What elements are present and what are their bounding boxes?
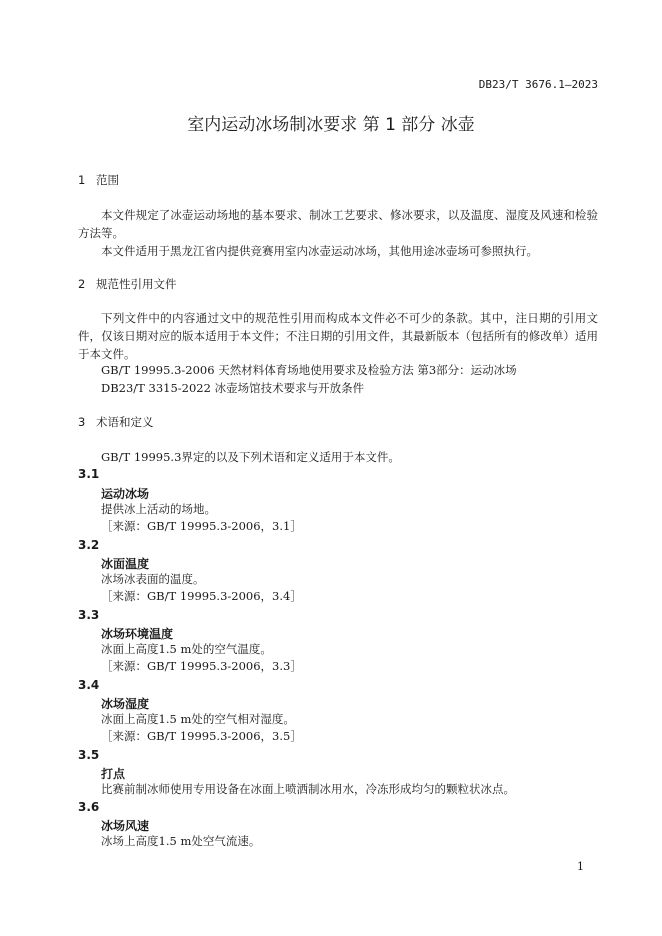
section-title: 范围 bbox=[96, 173, 119, 187]
term-source: ［来源：GB/T 19995.3-2006，3.1］ bbox=[101, 519, 302, 533]
page-title: 室内运动冰场制冰要求 第 1 部分 冰壶 bbox=[187, 115, 475, 135]
reference-item: DB23/T 3315-2022 冰壶场馆技术要求与开放条件 bbox=[101, 381, 365, 395]
term-definition: 提供冰上活动的场地。 bbox=[101, 502, 216, 516]
term-source: ［来源：GB/T 19995.3-2006，3.3］ bbox=[101, 659, 302, 673]
reference-item: GB/T 19995.3-2006 天然材料体育场地使用要求及检验方法 第3部分：运动冰场 bbox=[101, 363, 517, 377]
term-number: 3.5 bbox=[78, 748, 100, 762]
section-number: 1 bbox=[78, 173, 86, 187]
page-number: 1 bbox=[577, 860, 584, 873]
term-name: 冰场湿度 bbox=[101, 697, 150, 711]
term-name: 冰面温度 bbox=[101, 557, 150, 571]
section-1-heading bbox=[78, 172, 119, 188]
term-definition: 冰场冰表面的温度。 bbox=[101, 572, 205, 586]
section-title: 术语和定义 bbox=[96, 415, 154, 429]
section-2-heading bbox=[78, 276, 177, 292]
term-number: 3.3 bbox=[78, 608, 100, 622]
term-number: 3.2 bbox=[78, 538, 100, 552]
normative-references-paragraph: 下列文件中的内容通过文中的规范性引用而构成本文件必不可少的条款。其中，注日期的引用文件，仅该日期对应的版本适用于本文件；不注日期的引用文件，其最新版本（包括所有的修改单）适用于本文件。 bbox=[78, 311, 598, 361]
term-definition: 比赛前制冰师使用专用设备在冰面上喷洒制冰用水，冷冻形成均匀的颗粒状冰点。 bbox=[101, 782, 515, 796]
term-name: 运动冰场 bbox=[101, 487, 150, 501]
term-name: 冰场环境温度 bbox=[101, 627, 174, 641]
term-number: 3.4 bbox=[78, 678, 100, 692]
term-definition: 冰面上高度1.5 m处的空气温度。 bbox=[101, 642, 272, 656]
section-number: 3 bbox=[78, 415, 86, 429]
term-number: 3.6 bbox=[78, 800, 100, 814]
term-name: 冰场风速 bbox=[101, 819, 150, 833]
term-definition: 冰场上高度1.5 m处空气流速。 bbox=[101, 834, 261, 848]
terms-intro: GB/T 19995.3界定的以及下列术语和定义适用于本文件。 bbox=[101, 450, 400, 464]
term-name: 打点 bbox=[101, 767, 126, 781]
document-code: DB23/T 3676.1—2023 bbox=[478, 78, 598, 91]
term-definition: 冰面上高度1.5 m处的空气相对湿度。 bbox=[101, 712, 295, 726]
term-number: 3.1 bbox=[78, 467, 100, 481]
scope-paragraph-1: 本文件规定了冰壶运动场地的基本要求、制冰工艺要求、修冰要求，以及温度、湿度及风速和检验方法等。 bbox=[78, 208, 598, 240]
term-source: ［来源：GB/T 19995.3-2006，3.5］ bbox=[101, 729, 302, 743]
section-3-heading bbox=[78, 414, 154, 430]
scope-paragraph-2: 本文件适用于黑龙江省内提供竞赛用室内冰壶运动冰场，其他用途冰壶场可参照执行。 bbox=[101, 244, 538, 258]
term-source: ［来源：GB/T 19995.3-2006，3.4］ bbox=[101, 589, 302, 603]
section-number: 2 bbox=[78, 277, 86, 291]
section-title: 规范性引用文件 bbox=[96, 277, 177, 291]
